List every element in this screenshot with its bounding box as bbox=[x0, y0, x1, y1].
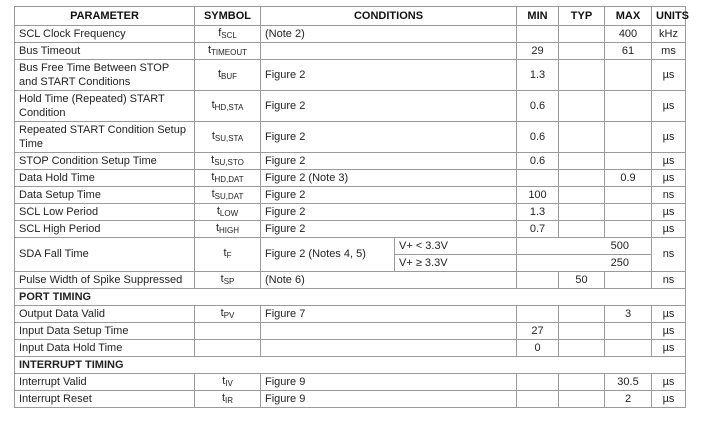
header-max: MAX bbox=[605, 7, 652, 26]
conditions-cell: Figure 9 bbox=[261, 374, 517, 391]
min-cell bbox=[517, 272, 559, 289]
header-conditions: CONDITIONS bbox=[261, 7, 517, 26]
table-row bbox=[15, 187, 686, 204]
max-cell: 30.5 bbox=[605, 374, 652, 391]
section-title: INTERRUPT TIMING bbox=[15, 357, 686, 374]
table-row bbox=[15, 60, 686, 91]
units-cell: µs bbox=[652, 323, 686, 340]
units-cell: ns bbox=[652, 187, 686, 204]
typ-cell bbox=[559, 60, 605, 91]
symbol-cell bbox=[195, 340, 261, 357]
units-cell: µs bbox=[652, 170, 686, 187]
conditions-cell: (Note 6) bbox=[261, 272, 517, 289]
max-cell: 400 bbox=[605, 26, 652, 43]
max-cell: 61 bbox=[605, 43, 652, 60]
typ-cell bbox=[559, 187, 605, 204]
table-row bbox=[15, 170, 686, 187]
parameter-cell: SCL High Period bbox=[15, 221, 195, 238]
conditions-cell bbox=[261, 340, 517, 357]
timing-characteristics-table bbox=[14, 6, 689, 408]
parameter-cell: Pulse Width of Spike Suppressed bbox=[15, 272, 195, 289]
parameter-cell: Output Data Valid bbox=[15, 306, 195, 323]
min-cell bbox=[517, 26, 559, 43]
parameter-cell: STOP Condition Setup Time bbox=[15, 153, 195, 170]
conditions-cell: Figure 2 bbox=[261, 187, 517, 204]
typ-cell bbox=[559, 374, 605, 391]
table-row bbox=[15, 340, 686, 357]
typ-cell bbox=[559, 26, 605, 43]
units-cell: µs bbox=[652, 221, 686, 238]
table-row bbox=[15, 306, 686, 323]
conditions-cell: Figure 2 bbox=[261, 221, 517, 238]
symbol-cell: $t_{SU,DAT}$ bbox=[195, 187, 261, 204]
min-cell: 0 bbox=[517, 340, 559, 357]
min-cell bbox=[517, 374, 559, 391]
conditions-cell: (Note 2) bbox=[261, 26, 517, 43]
table-row bbox=[15, 122, 686, 153]
parameter-cell: Data Hold Time bbox=[15, 170, 195, 187]
min-cell bbox=[517, 306, 559, 323]
conditions-cell: Figure 2 bbox=[261, 153, 517, 170]
max-cell: 3 bbox=[605, 306, 652, 323]
max-cell bbox=[605, 91, 652, 122]
symbol-cell: $t_{SP}$ bbox=[195, 272, 261, 289]
typ-cell: 50 bbox=[559, 272, 605, 289]
min-cell: 27 bbox=[517, 323, 559, 340]
header-row bbox=[15, 7, 686, 26]
table-row-sda-a bbox=[15, 238, 686, 255]
min-cell bbox=[517, 391, 559, 408]
table-row bbox=[15, 204, 686, 221]
symbol-cell: $t_{SU,STA}$ bbox=[195, 122, 261, 153]
max-cell: 0.9 bbox=[605, 170, 652, 187]
header-symbol: SYMBOL bbox=[195, 7, 261, 26]
max-cell bbox=[605, 272, 652, 289]
conditions-cell: Figure 2 bbox=[261, 91, 517, 122]
units-cell: µs bbox=[652, 306, 686, 323]
parameter-cell: Bus Free Time Between STOP and START Conditions bbox=[15, 60, 195, 91]
max-cell: 250 bbox=[517, 255, 652, 272]
sub-condition-cell: V+ < 3.3V bbox=[395, 238, 517, 255]
max-cell bbox=[605, 323, 652, 340]
parameter-cell: Interrupt Reset bbox=[15, 391, 195, 408]
min-cell: 0.6 bbox=[517, 122, 559, 153]
header-parameter: PARAMETER bbox=[15, 7, 195, 26]
units-cell: µs bbox=[652, 122, 686, 153]
table-row bbox=[15, 26, 686, 43]
conditions-cell: Figure 9 bbox=[261, 391, 517, 408]
min-cell: 0.6 bbox=[517, 153, 559, 170]
typ-cell bbox=[559, 43, 605, 60]
symbol-cell: $t_{SU,STO}$ bbox=[195, 153, 261, 170]
section-header-interrupt-timing bbox=[15, 357, 686, 374]
sub-condition-cell: V+ ≥ 3.3V bbox=[395, 255, 517, 272]
typ-cell bbox=[559, 306, 605, 323]
symbol-cell: $t_{HD,STA}$ bbox=[195, 91, 261, 122]
units-cell: ns bbox=[652, 272, 686, 289]
min-cell: 0.6 bbox=[517, 91, 559, 122]
min-cell: 1.3 bbox=[517, 204, 559, 221]
parameter-cell: Repeated START Condition Setup Time bbox=[15, 122, 195, 153]
typ-cell bbox=[559, 170, 605, 187]
table-row bbox=[15, 374, 686, 391]
conditions-cell: Figure 2 (Notes 4, 5) bbox=[261, 238, 395, 272]
table-row bbox=[15, 43, 686, 60]
header-units: UNITS bbox=[652, 7, 686, 26]
min-cell: 1.3 bbox=[517, 60, 559, 91]
typ-cell bbox=[559, 391, 605, 408]
max-cell bbox=[605, 60, 652, 91]
parameter-cell: Input Data Setup Time bbox=[15, 323, 195, 340]
parameter-cell: SCL Clock Frequency bbox=[15, 26, 195, 43]
conditions-cell: Figure 2 bbox=[261, 60, 517, 91]
conditions-cell: Figure 7 bbox=[261, 306, 517, 323]
typ-cell bbox=[559, 153, 605, 170]
max-cell bbox=[605, 153, 652, 170]
symbol-cell: $t_{BUF}$ bbox=[195, 60, 261, 91]
conditions-cell: Figure 2 bbox=[261, 204, 517, 221]
min-cell: 100 bbox=[517, 187, 559, 204]
parameter-cell: SDA Fall Time bbox=[15, 238, 195, 272]
table-row bbox=[15, 323, 686, 340]
header-typ: TYP bbox=[559, 7, 605, 26]
symbol-cell: $t_{TIMEOUT}$ bbox=[195, 43, 261, 60]
symbol-cell: $t_{IR}$ bbox=[195, 391, 261, 408]
max-cell bbox=[605, 340, 652, 357]
conditions-cell: Figure 2 bbox=[261, 122, 517, 153]
max-cell bbox=[605, 221, 652, 238]
parameter-cell: Bus Timeout bbox=[15, 43, 195, 60]
units-cell: µs bbox=[652, 153, 686, 170]
conditions-cell: Figure 2 (Note 3) bbox=[261, 170, 517, 187]
units-cell: µs bbox=[652, 340, 686, 357]
parameter-cell: Data Setup Time bbox=[15, 187, 195, 204]
parameter-cell: Interrupt Valid bbox=[15, 374, 195, 391]
parameter-cell: Hold Time (Repeated) START Condition bbox=[15, 91, 195, 122]
table-row bbox=[15, 153, 686, 170]
table-row bbox=[15, 391, 686, 408]
max-cell: 500 bbox=[517, 238, 652, 255]
max-cell bbox=[605, 122, 652, 153]
units-cell: ms bbox=[652, 43, 686, 60]
table-row bbox=[15, 221, 686, 238]
typ-cell bbox=[559, 204, 605, 221]
typ-cell bbox=[559, 340, 605, 357]
units-cell: µs bbox=[652, 374, 686, 391]
units-cell: kHz bbox=[652, 26, 686, 43]
max-cell: 2 bbox=[605, 391, 652, 408]
units-cell: µs bbox=[652, 204, 686, 221]
table-row bbox=[15, 272, 686, 289]
units-cell: µs bbox=[652, 60, 686, 91]
table-row bbox=[15, 91, 686, 122]
units-cell: µs bbox=[652, 91, 686, 122]
section-header-port-timing bbox=[15, 289, 686, 306]
typ-cell bbox=[559, 122, 605, 153]
typ-cell bbox=[559, 323, 605, 340]
symbol-cell: $t_{HD,DAT}$ bbox=[195, 170, 261, 187]
min-cell: 0.7 bbox=[517, 221, 559, 238]
conditions-cell bbox=[261, 43, 517, 60]
max-cell bbox=[605, 187, 652, 204]
conditions-cell bbox=[261, 323, 517, 340]
typ-cell bbox=[559, 91, 605, 122]
parameter-cell: Input Data Hold Time bbox=[15, 340, 195, 357]
symbol-cell bbox=[195, 323, 261, 340]
min-cell bbox=[517, 170, 559, 187]
section-title: PORT TIMING bbox=[15, 289, 686, 306]
symbol-cell: $t_{LOW}$ bbox=[195, 204, 261, 221]
min-cell: 29 bbox=[517, 43, 559, 60]
typ-cell bbox=[559, 221, 605, 238]
symbol-cell: $t_{PV}$ bbox=[195, 306, 261, 323]
units-cell: ns bbox=[652, 238, 686, 272]
symbol-cell: $f_{SCL}$ bbox=[195, 26, 261, 43]
symbol-cell: $t_F$ bbox=[195, 238, 261, 272]
symbol-cell: $t_{IV}$ bbox=[195, 374, 261, 391]
symbol-cell: $t_{HIGH}$ bbox=[195, 221, 261, 238]
units-cell: µs bbox=[652, 391, 686, 408]
header-min: MIN bbox=[517, 7, 559, 26]
parameter-cell: SCL Low Period bbox=[15, 204, 195, 221]
max-cell bbox=[605, 204, 652, 221]
